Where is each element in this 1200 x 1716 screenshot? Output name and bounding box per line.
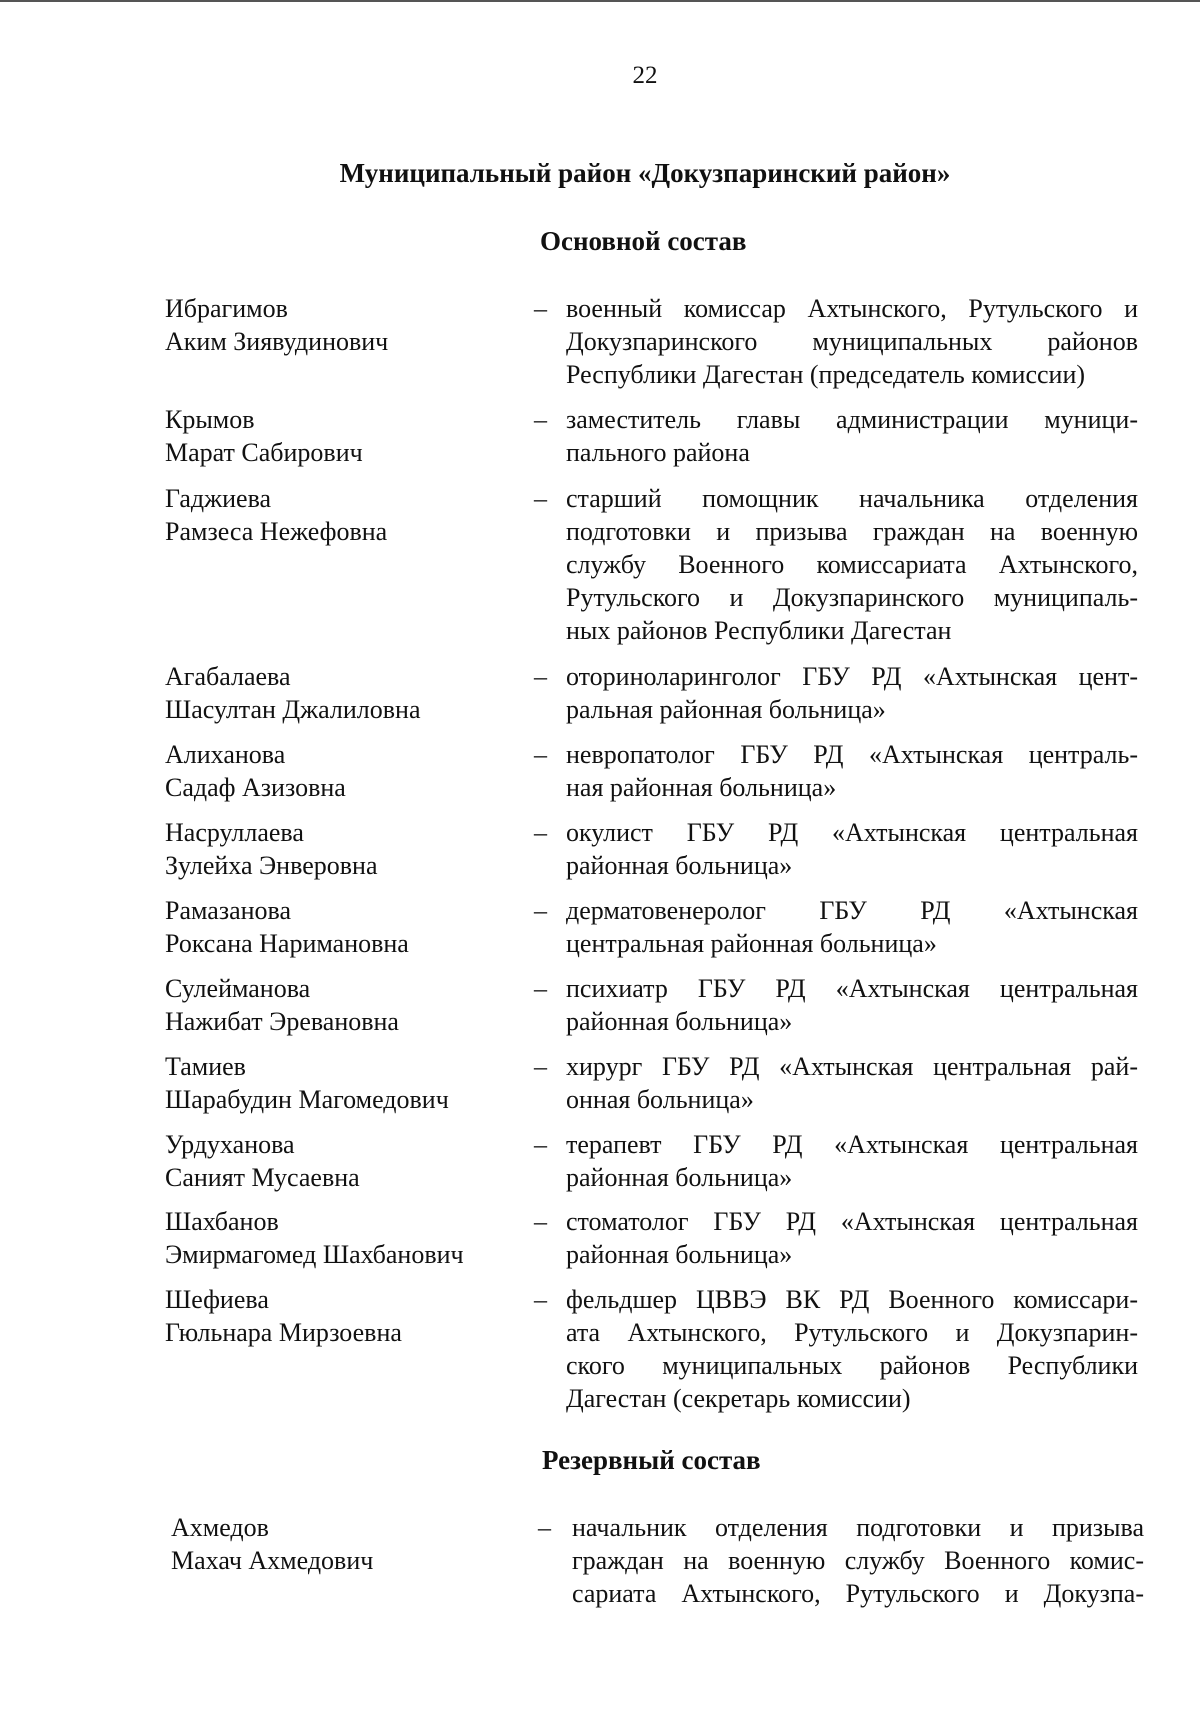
- member-name: [165, 403, 505, 469]
- member-given-name: Рамзеса Нежефовна: [165, 517, 388, 546]
- position-line: пального района: [566, 438, 750, 467]
- position-line: терапевт ГБУ РД «Ахтынская центральная: [566, 1130, 1138, 1159]
- member-position: [566, 482, 1138, 647]
- member-given-name: Шарабудин Магомедович: [165, 1085, 449, 1114]
- member-surname: Ибрагимов: [165, 294, 288, 323]
- position-line: Рутульского и Докузпаринского муниципаль-: [566, 583, 1138, 612]
- position-line: Дагестан (секретарь комиссии): [566, 1384, 911, 1413]
- member-surname: Шахбанов: [165, 1207, 279, 1236]
- member-surname: Ахмедов: [171, 1513, 269, 1542]
- member-name: [171, 1511, 511, 1577]
- position-line: невропатолог ГБУ РД «Ахтынская централь-: [566, 740, 1138, 769]
- position-line: ральная районная больница»: [566, 695, 886, 724]
- dash: –: [538, 1513, 551, 1542]
- member-given-name: Роксана Наримановна: [165, 929, 409, 958]
- member-position: [566, 1283, 1138, 1415]
- position-line: районная больница»: [566, 1163, 793, 1192]
- member-name: [165, 1050, 505, 1116]
- position-line: стоматолог ГБУ РД «Ахтынская центральная: [566, 1207, 1138, 1236]
- scan-top-edge: [0, 0, 1200, 2]
- member-position: [566, 1205, 1138, 1271]
- position-line: оториноларинголог ГБУ РД «Ахтынская цент-: [566, 662, 1138, 691]
- position-line: заместитель главы администрации муници-: [566, 405, 1138, 434]
- member-given-name: Эмирмагомед Шахбанович: [165, 1240, 464, 1269]
- page-number: 22: [632, 62, 658, 89]
- position-line: ных районов Республики Дагестан: [566, 616, 952, 645]
- member-name: [165, 816, 505, 882]
- member-position: [566, 1050, 1138, 1116]
- dash: –: [534, 974, 547, 1003]
- member-position: [566, 403, 1138, 469]
- member-given-name: Шасултан Джалиловна: [165, 695, 421, 724]
- main-section-heading: Основной состав: [540, 226, 747, 256]
- member-surname: Крымов: [165, 405, 255, 434]
- district-title: Муниципальный район «Докузпаринский район»: [339, 158, 951, 188]
- member-position: [566, 816, 1138, 882]
- position-line: старший помощник начальника отделения: [566, 484, 1138, 513]
- member-position: [566, 1128, 1138, 1194]
- member-surname: Алиханова: [165, 740, 286, 769]
- member-given-name: Нажибат Эревановна: [165, 1007, 399, 1036]
- member-surname: Тамиев: [165, 1052, 246, 1081]
- position-line: районная больница»: [566, 1007, 793, 1036]
- position-line: Республики Дагестан (председатель комиссии): [566, 360, 1086, 389]
- member-given-name: Зулейха Энверовна: [165, 851, 378, 880]
- member-name: [165, 1205, 505, 1271]
- member-name: [165, 972, 505, 1038]
- position-line: хирург ГБУ РД «Ахтынская центральная рай-: [566, 1052, 1138, 1081]
- position-line: дерматовенеролог ГБУ РД «Ахтынская: [566, 896, 1138, 925]
- reserve-section-heading: Резервный состав: [542, 1445, 761, 1475]
- member-surname: Шефиева: [165, 1285, 269, 1314]
- member-given-name: Марат Сабирович: [165, 438, 363, 467]
- dash: –: [534, 818, 547, 847]
- position-line: подготовки и призыва граждан на военную: [566, 517, 1138, 546]
- position-line: Докузпаринского муниципальных районов: [566, 327, 1138, 356]
- position-line: сариата Ахтынского, Рутульского и Докузпа-: [572, 1579, 1144, 1608]
- dash: –: [534, 896, 547, 925]
- member-position: [566, 292, 1138, 391]
- dash: –: [534, 1130, 547, 1159]
- member-surname: Агабалаева: [165, 662, 291, 691]
- dash: –: [534, 405, 547, 434]
- member-position: [572, 1511, 1144, 1610]
- dash: –: [534, 662, 547, 691]
- position-line: психиатр ГБУ РД «Ахтынская центральная: [566, 974, 1138, 1003]
- dash: –: [534, 1052, 547, 1081]
- position-line: окулист ГБУ РД «Ахтынская центральная: [566, 818, 1138, 847]
- member-name: [165, 660, 505, 726]
- member-name: [165, 1128, 505, 1194]
- member-name: [165, 894, 505, 960]
- member-surname: Насруллаева: [165, 818, 304, 847]
- member-name: [165, 482, 505, 548]
- position-line: онная больница»: [566, 1085, 754, 1114]
- member-surname: Урдуханова: [165, 1130, 295, 1159]
- member-name: [165, 292, 505, 358]
- dash: –: [534, 1285, 547, 1314]
- position-line: районная больница»: [566, 1240, 793, 1269]
- member-surname: Гаджиева: [165, 484, 272, 513]
- member-position: [566, 738, 1138, 804]
- member-given-name: Садаф Азизовна: [165, 773, 346, 802]
- position-line: граждан на военную службу Военного комис-: [572, 1546, 1144, 1575]
- position-line: фельдшер ЦВВЭ ВК РД Военного комиссари-: [566, 1285, 1138, 1314]
- member-given-name: Гюльнара Мирзоевна: [165, 1318, 402, 1347]
- member-name: [165, 738, 505, 804]
- dash: –: [534, 1207, 547, 1236]
- position-line: центральная районная больница»: [566, 929, 937, 958]
- member-position: [566, 660, 1138, 726]
- member-surname: Рамазанова: [165, 896, 292, 925]
- dash: –: [534, 740, 547, 769]
- member-position: [566, 894, 1138, 960]
- dash: –: [534, 484, 547, 513]
- position-line: службу Военного комиссариата Ахтынского,: [566, 550, 1138, 579]
- position-line: районная больница»: [566, 851, 793, 880]
- member-given-name: Махач Ахмедович: [171, 1546, 374, 1575]
- position-line: начальник отделения подготовки и призыва: [572, 1513, 1144, 1542]
- member-given-name: Саният Мусаевна: [165, 1163, 360, 1192]
- member-given-name: Аким Зиявудинович: [165, 327, 389, 356]
- position-line: ского муниципальных районов Республики: [566, 1351, 1138, 1380]
- position-line: военный комиссар Ахтынского, Рутульского и: [566, 294, 1138, 323]
- position-line: ная районная больница»: [566, 773, 837, 802]
- member-surname: Сулейманова: [165, 974, 311, 1003]
- position-line: ата Ахтынского, Рутульского и Докузпарин-: [566, 1318, 1138, 1347]
- member-name: [165, 1283, 505, 1349]
- member-position: [566, 972, 1138, 1038]
- dash: –: [534, 294, 547, 323]
